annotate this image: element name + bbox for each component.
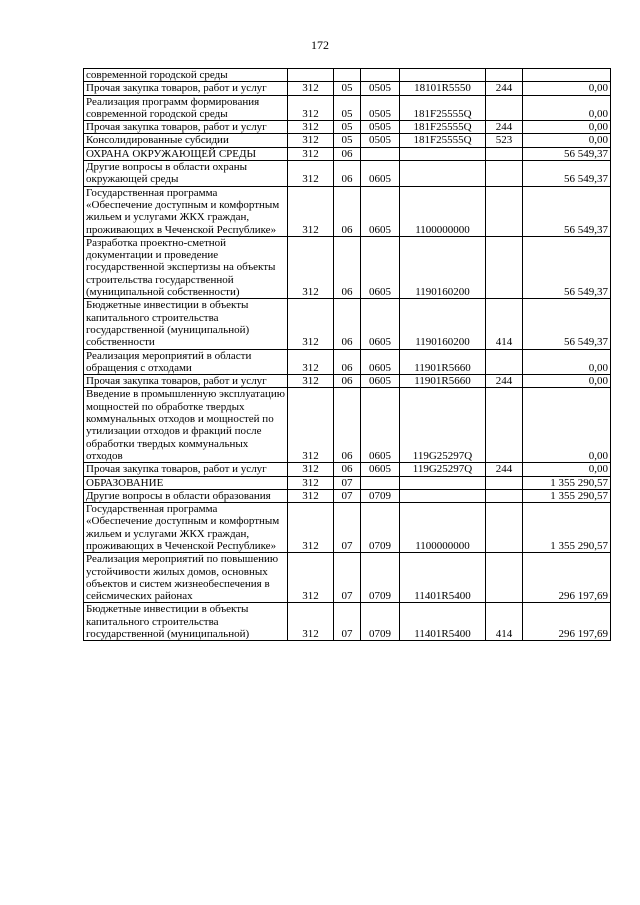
target-article-cell: [400, 69, 486, 82]
expense-type-cell: [486, 553, 523, 603]
admin-code-cell: 312: [288, 186, 334, 236]
table-row: [84, 121, 611, 134]
amount-cell: 56 549,37: [523, 299, 611, 349]
subsection-cell: 0505: [361, 95, 400, 121]
section-cell: 06: [334, 375, 361, 388]
table-row: [84, 476, 611, 489]
target-article-cell: [400, 147, 486, 160]
table-row: [84, 134, 611, 147]
section-cell: 06: [334, 299, 361, 349]
target-article-cell: 1100000000: [400, 503, 486, 553]
amount-cell: 0,00: [523, 121, 611, 134]
amount-cell: 296 197,69: [523, 603, 611, 641]
expense-type-cell: [486, 236, 523, 298]
item-name-cell: Другие вопросы в области охраны окружающей среды: [84, 161, 288, 187]
item-name-cell: современной городской среды: [84, 69, 288, 82]
budget-table-body: [84, 69, 611, 641]
amount-cell: [523, 69, 611, 82]
subsection-cell: 0605: [361, 349, 400, 375]
expense-type-cell: [486, 349, 523, 375]
subsection-cell: 0605: [361, 388, 400, 463]
amount-cell: 296 197,69: [523, 553, 611, 603]
table-row: [84, 489, 611, 502]
admin-code-cell: 312: [288, 388, 334, 463]
amount-cell: 0,00: [523, 82, 611, 95]
amount-cell: 56 549,37: [523, 236, 611, 298]
expense-type-cell: [486, 388, 523, 463]
section-cell: 07: [334, 553, 361, 603]
expense-type-cell: [486, 489, 523, 502]
amount-cell: 0,00: [523, 95, 611, 121]
admin-code-cell: 312: [288, 463, 334, 476]
section-cell: 06: [334, 147, 361, 160]
admin-code-cell: 312: [288, 489, 334, 502]
item-name-cell: Консолидированные субсидии: [84, 134, 288, 147]
item-name-cell: Разработка проектно-сметной документации и проведение государственной экспертизы на объекты строительства государственной (муниципальной собственности): [84, 236, 288, 298]
item-name-cell: Прочая закупка товаров, работ и услуг: [84, 121, 288, 134]
subsection-cell: [361, 476, 400, 489]
admin-code-cell: 312: [288, 299, 334, 349]
table-row: [84, 82, 611, 95]
target-article-cell: 11901R5660: [400, 349, 486, 375]
item-name-cell: Прочая закупка товаров, работ и услуг: [84, 82, 288, 95]
admin-code-cell: 312: [288, 121, 334, 134]
target-article-cell: 119G25297Q: [400, 388, 486, 463]
target-article-cell: 18101R5550: [400, 82, 486, 95]
amount-cell: 0,00: [523, 375, 611, 388]
admin-code-cell: 312: [288, 349, 334, 375]
target-article-cell: 181F25555Q: [400, 121, 486, 134]
item-name-cell: Реализация программ формирования современной городской среды: [84, 95, 288, 121]
subsection-cell: 0709: [361, 503, 400, 553]
amount-cell: 0,00: [523, 134, 611, 147]
target-article-cell: 1190160200: [400, 236, 486, 298]
admin-code-cell: 312: [288, 161, 334, 187]
target-article-cell: 1100000000: [400, 186, 486, 236]
budget-table: [83, 68, 611, 641]
target-article-cell: 1190160200: [400, 299, 486, 349]
target-article-cell: [400, 489, 486, 502]
section-cell: 06: [334, 349, 361, 375]
subsection-cell: 0605: [361, 186, 400, 236]
admin-code-cell: 312: [288, 82, 334, 95]
table-row: [84, 375, 611, 388]
item-name-cell: Бюджетные инвестиции в объекты капитального строительства государственной (муниципальной): [84, 603, 288, 641]
expense-type-cell: 414: [486, 603, 523, 641]
item-name-cell: ОБРАЗОВАНИЕ: [84, 476, 288, 489]
subsection-cell: 0505: [361, 121, 400, 134]
amount-cell: 1 355 290,57: [523, 503, 611, 553]
expense-type-cell: 523: [486, 134, 523, 147]
admin-code-cell: 312: [288, 603, 334, 641]
item-name-cell: Введение в промышленную эксплуатацию мощностей по обработке твердых коммунальных отходов и мощностей по утилизации отходов и фракций после обработки твердых коммунальных отходов: [84, 388, 288, 463]
item-name-cell: Бюджетные инвестиции в объекты капитального строительства государственной (муниципальной) собственности: [84, 299, 288, 349]
target-article-cell: 181F25555Q: [400, 134, 486, 147]
subsection-cell: [361, 147, 400, 160]
section-cell: 06: [334, 161, 361, 187]
subsection-cell: 0709: [361, 603, 400, 641]
item-name-cell: Прочая закупка товаров, работ и услуг: [84, 375, 288, 388]
target-article-cell: 11401R5400: [400, 603, 486, 641]
target-article-cell: [400, 161, 486, 187]
item-name-cell: Реализация мероприятий в области обращения с отходами: [84, 349, 288, 375]
item-name-cell: Государственная программа «Обеспечение доступным и комфортным жильем и услугами ЖКХ граждан, проживающих в Чеченской Республике»: [84, 186, 288, 236]
item-name-cell: Другие вопросы в области образования: [84, 489, 288, 502]
table-row: [84, 349, 611, 375]
admin-code-cell: 312: [288, 236, 334, 298]
amount-cell: 56 549,37: [523, 147, 611, 160]
amount-cell: 0,00: [523, 388, 611, 463]
target-article-cell: 11901R5660: [400, 375, 486, 388]
expense-type-cell: 244: [486, 121, 523, 134]
admin-code-cell: [288, 69, 334, 82]
admin-code-cell: 312: [288, 503, 334, 553]
expense-type-cell: [486, 95, 523, 121]
subsection-cell: 0709: [361, 553, 400, 603]
expense-type-cell: 244: [486, 375, 523, 388]
table-row: [84, 186, 611, 236]
amount-cell: 1 355 290,57: [523, 476, 611, 489]
section-cell: 05: [334, 121, 361, 134]
expense-type-cell: [486, 161, 523, 187]
admin-code-cell: 312: [288, 134, 334, 147]
section-cell: 06: [334, 186, 361, 236]
section-cell: 05: [334, 82, 361, 95]
table-row: [84, 161, 611, 187]
admin-code-cell: 312: [288, 553, 334, 603]
table-row: [84, 463, 611, 476]
table-row: [84, 503, 611, 553]
expense-type-cell: [486, 476, 523, 489]
subsection-cell: 0605: [361, 463, 400, 476]
item-name-cell: ОХРАНА ОКРУЖАЮЩЕЙ СРЕДЫ: [84, 147, 288, 160]
subsection-cell: 0605: [361, 299, 400, 349]
item-name-cell: Реализация мероприятий по повышению устойчивости жилых домов, основных объектов и систем жизнеобеспечения в сейсмических районах: [84, 553, 288, 603]
target-article-cell: 119G25297Q: [400, 463, 486, 476]
amount-cell: 56 549,37: [523, 161, 611, 187]
section-cell: 05: [334, 134, 361, 147]
section-cell: 07: [334, 503, 361, 553]
table-row: [84, 388, 611, 463]
section-cell: 07: [334, 476, 361, 489]
subsection-cell: 0505: [361, 134, 400, 147]
table-row: [84, 236, 611, 298]
subsection-cell: 0605: [361, 161, 400, 187]
table-row: [84, 69, 611, 82]
page-number: 172: [311, 38, 329, 52]
expense-type-cell: [486, 503, 523, 553]
section-cell: 07: [334, 603, 361, 641]
table-row: [84, 299, 611, 349]
amount-cell: 0,00: [523, 463, 611, 476]
expense-type-cell: 244: [486, 463, 523, 476]
item-name-cell: Государственная программа «Обеспечение доступным и комфортным жильем и услугами ЖКХ граждан, проживающих в Чеченской Республике»: [84, 503, 288, 553]
subsection-cell: [361, 69, 400, 82]
amount-cell: 56 549,37: [523, 186, 611, 236]
table-row: [84, 147, 611, 160]
section-cell: 06: [334, 236, 361, 298]
section-cell: [334, 69, 361, 82]
table-row: [84, 95, 611, 121]
expense-type-cell: [486, 69, 523, 82]
amount-cell: 1 355 290,57: [523, 489, 611, 502]
amount-cell: 0,00: [523, 349, 611, 375]
section-cell: 06: [334, 463, 361, 476]
admin-code-cell: 312: [288, 147, 334, 160]
section-cell: 06: [334, 388, 361, 463]
expense-type-cell: [486, 186, 523, 236]
subsection-cell: 0505: [361, 82, 400, 95]
section-cell: 05: [334, 95, 361, 121]
item-name-cell: Прочая закупка товаров, работ и услуг: [84, 463, 288, 476]
admin-code-cell: 312: [288, 95, 334, 121]
admin-code-cell: 312: [288, 476, 334, 489]
table-row: [84, 553, 611, 603]
target-article-cell: 181F25555Q: [400, 95, 486, 121]
subsection-cell: 0605: [361, 236, 400, 298]
target-article-cell: 11401R5400: [400, 553, 486, 603]
section-cell: 07: [334, 489, 361, 502]
table-row: [84, 603, 611, 641]
expense-type-cell: 244: [486, 82, 523, 95]
subsection-cell: 0709: [361, 489, 400, 502]
subsection-cell: 0605: [361, 375, 400, 388]
target-article-cell: [400, 476, 486, 489]
expense-type-cell: [486, 147, 523, 160]
admin-code-cell: 312: [288, 375, 334, 388]
expense-type-cell: 414: [486, 299, 523, 349]
